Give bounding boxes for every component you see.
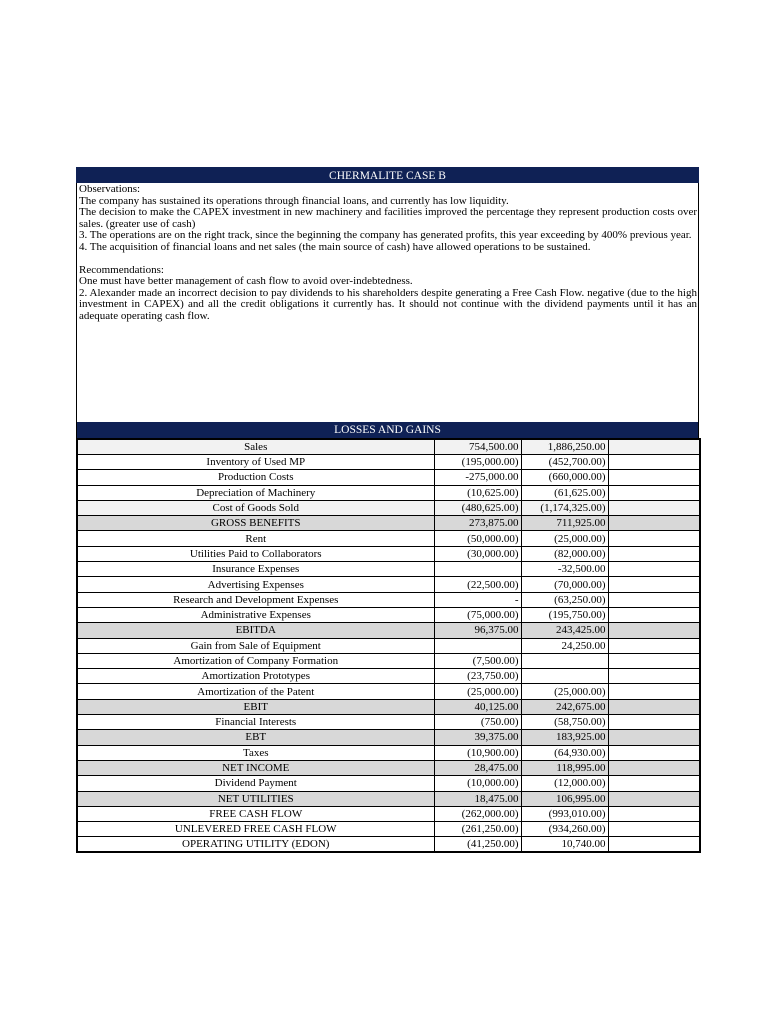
year1-value: (23,750.00) (434, 669, 521, 684)
empty-cell (608, 837, 700, 853)
table-row (77, 500, 700, 515)
year1-value: (10,625.00) (434, 485, 521, 500)
observation-line: 4. The acquisition of financial loans and net sales (the main source of cash) have allowed operations to be sustained. (79, 240, 591, 253)
year2-value: (64,930.00) (521, 745, 608, 760)
table-row (77, 669, 700, 684)
empty-cell (608, 653, 700, 668)
table-row (77, 562, 700, 577)
table-row (77, 638, 700, 653)
observation-line: Observations: (79, 183, 141, 195)
year2-value (521, 669, 608, 684)
row-label: FREE CASH FLOW (77, 806, 434, 821)
year1-value: (195,000.00) (434, 455, 521, 470)
year2-value: 183,925.00 (521, 730, 608, 745)
year1-value: (7,500.00) (434, 653, 521, 668)
year1-value (434, 638, 521, 653)
table-row (77, 592, 700, 607)
year2-value: (1,174,325.00) (521, 500, 608, 515)
year2-value: (25,000.00) (521, 684, 608, 699)
year2-value: (63,250.00) (521, 592, 608, 607)
empty-cell (608, 485, 700, 500)
year1-value: (41,250.00) (434, 837, 521, 853)
year2-value: 1,886,250.00 (521, 439, 608, 455)
table-row (77, 470, 700, 485)
row-label: Insurance Expenses (77, 562, 434, 577)
empty-cell (608, 516, 700, 531)
empty-cell (608, 715, 700, 730)
row-label: Sales (77, 439, 434, 455)
empty-cell (608, 562, 700, 577)
observation-line: Recommendations: (79, 263, 164, 276)
year2-value: 711,925.00 (521, 516, 608, 531)
year2-value: 242,675.00 (521, 699, 608, 714)
table-row (77, 776, 700, 791)
year2-value: -32,500.00 (521, 562, 608, 577)
row-label: Advertising Expenses (77, 577, 434, 592)
year2-value: (660,000.00) (521, 470, 608, 485)
year1-value: (50,000.00) (434, 531, 521, 546)
empty-cell (608, 439, 700, 455)
row-label: EBT (77, 730, 434, 745)
empty-cell (608, 669, 700, 684)
empty-cell (608, 791, 700, 806)
empty-cell (608, 607, 700, 622)
year1-value: (30,000.00) (434, 546, 521, 561)
empty-cell (608, 638, 700, 653)
row-label: Taxes (77, 745, 434, 760)
row-label: Gain from Sale of Equipment (77, 638, 434, 653)
row-label: Utilities Paid to Collaborators (77, 546, 434, 561)
observation-line: 2. Alexander made an incorrect decision to pay dividends to his shareholders despite generating a Free Cash Flow. negative (due to the high investment in CAPEX) and all the credit obligations it currently has. It should not continue with the dividend payments until it has an adequate operating cash flow. (79, 286, 697, 322)
row-label: Inventory of Used MP (77, 455, 434, 470)
table-row (77, 516, 700, 531)
year2-value: (61,625.00) (521, 485, 608, 500)
year1-value: 39,375.00 (434, 730, 521, 745)
empty-cell (608, 822, 700, 837)
year2-value: (934,260.00) (521, 822, 608, 837)
empty-cell (608, 745, 700, 760)
table-row (77, 577, 700, 592)
year2-value: (452,700.00) (521, 455, 608, 470)
year1-value: (25,000.00) (434, 684, 521, 699)
observation-line: The decision to make the CAPEX investment in new machinery and facilities improved the percentage they represent production costs over sales. (greater use of cash) (79, 206, 697, 230)
observation-line: One must have better management of cash flow to avoid over-indebtedness. (79, 275, 413, 287)
table-row (77, 806, 700, 821)
table-row (77, 546, 700, 561)
year2-value: 24,250.00 (521, 638, 608, 653)
empty-cell (608, 500, 700, 515)
year2-value: 10,740.00 (521, 837, 608, 853)
table-row (77, 715, 700, 730)
row-label: Production Costs (77, 470, 434, 485)
year2-value: (70,000.00) (521, 577, 608, 592)
empty-cell (608, 592, 700, 607)
table-row (77, 531, 700, 546)
spreadsheet-sheet (76, 167, 699, 853)
year1-value: 754,500.00 (434, 439, 521, 455)
year1-value: (261,250.00) (434, 822, 521, 837)
year2-value: (195,750.00) (521, 607, 608, 622)
row-label: EBIT (77, 699, 434, 714)
row-label: Amortization Prototypes (77, 669, 434, 684)
table-row (77, 684, 700, 699)
table-row (77, 699, 700, 714)
table-row (77, 791, 700, 806)
table-row (77, 730, 700, 745)
year1-value: 273,875.00 (434, 516, 521, 531)
row-label: Cost of Goods Sold (77, 500, 434, 515)
year1-value: (22,500.00) (434, 577, 521, 592)
table-row (77, 837, 700, 853)
empty-cell (608, 623, 700, 638)
empty-cell (608, 546, 700, 561)
row-label: NET UTILITIES (77, 791, 434, 806)
year1-value: 40,125.00 (434, 699, 521, 714)
case-title: CHERMALITE CASE B (76, 167, 699, 183)
row-label: Financial Interests (77, 715, 434, 730)
year2-value: 118,995.00 (521, 760, 608, 775)
empty-cell (608, 730, 700, 745)
table-row (77, 607, 700, 622)
observation-line: The company has sustained its operations through financial loans, and currently has low liquidity. (79, 194, 509, 207)
year1-value: -275,000.00 (434, 470, 521, 485)
year1-value: 96,375.00 (434, 623, 521, 638)
table-row (77, 439, 700, 455)
year2-value: 243,425.00 (521, 623, 608, 638)
table-row (77, 653, 700, 668)
year2-value (521, 653, 608, 668)
empty-cell (608, 531, 700, 546)
row-label: GROSS BENEFITS (77, 516, 434, 531)
year1-value: (262,000.00) (434, 806, 521, 821)
observations-block (76, 183, 699, 422)
observation-line: 3. The operations are on the right track, since the beginning the company has generated profits, this year exceeding by 400% previous year. (79, 229, 692, 241)
row-label: NET INCOME (77, 760, 434, 775)
table-row (77, 455, 700, 470)
empty-cell (608, 577, 700, 592)
year2-value: (82,000.00) (521, 546, 608, 561)
empty-cell (608, 470, 700, 485)
row-label: OPERATING UTILITY (EDON) (77, 837, 434, 853)
row-label: Dividend Payment (77, 776, 434, 791)
table-title: LOSSES AND GAINS (76, 422, 699, 438)
year1-value: (480,625.00) (434, 500, 521, 515)
table-row (77, 485, 700, 500)
row-label: Research and Development Expenses (77, 592, 434, 607)
row-label: Amortization of the Patent (77, 684, 434, 699)
empty-cell (608, 806, 700, 821)
empty-cell (608, 760, 700, 775)
empty-cell (608, 776, 700, 791)
year2-value: 106,995.00 (521, 791, 608, 806)
losses-gains-table (76, 438, 701, 853)
year1-value: - (434, 592, 521, 607)
year1-value: (750.00) (434, 715, 521, 730)
row-label: Administrative Expenses (77, 607, 434, 622)
empty-cell (608, 699, 700, 714)
year1-value (434, 562, 521, 577)
year1-value: 18,475.00 (434, 791, 521, 806)
year2-value: (25,000.00) (521, 531, 608, 546)
row-label: UNLEVERED FREE CASH FLOW (77, 822, 434, 837)
row-label: Amortization of Company Formation (77, 653, 434, 668)
year1-value: (10,900.00) (434, 745, 521, 760)
table-row (77, 623, 700, 638)
observation-line (79, 253, 697, 265)
year1-value: 28,475.00 (434, 760, 521, 775)
row-label: Rent (77, 531, 434, 546)
year2-value: (58,750.00) (521, 715, 608, 730)
row-label: EBITDA (77, 623, 434, 638)
table-row (77, 745, 700, 760)
table-row (77, 760, 700, 775)
year2-value: (12,000.00) (521, 776, 608, 791)
empty-cell (608, 684, 700, 699)
table-row (77, 822, 700, 837)
year1-value: (75,000.00) (434, 607, 521, 622)
year1-value: (10,000.00) (434, 776, 521, 791)
row-label: Depreciation of Machinery (77, 485, 434, 500)
year2-value: (993,010.00) (521, 806, 608, 821)
empty-cell (608, 455, 700, 470)
